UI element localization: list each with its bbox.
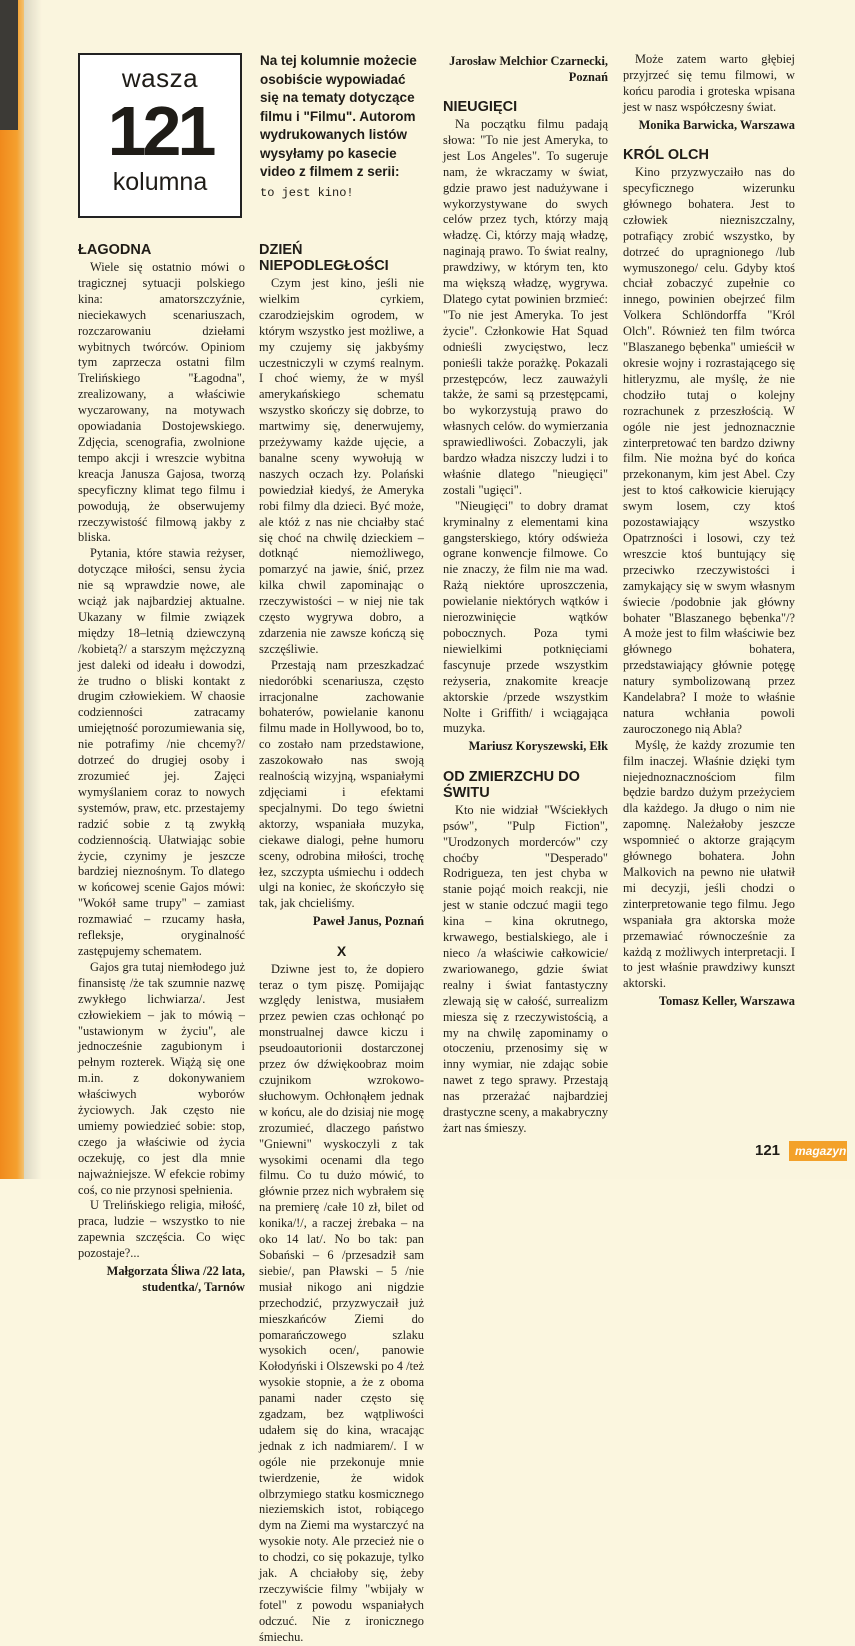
- intro-text: Na tej kolumnie możecie osobiście wypowiadać się na tematy dotyczące filmu i "Filmu". Autorom wydrukowanych listów wysyłamy po kasecie video z filmem z serii:: [260, 53, 417, 179]
- page-number: 121: [755, 1142, 781, 1159]
- letter-paragraph: Wiele się ostatnio mówi o tragicznej sytuacji polskiego kina: amatorszczyźnie, nieciekawych scenariuszach, rozczarowaniu dziełami wybitnych twórców. Opiniom tym zaprzecza ostatni film Trelińskiego "Łagodna", zrealizowany, a właściwie wyczarowany, na motywach opowiadania Dostojewskiego. Zdjęcia, scenografia, zwolnione tempo akcji i wreszcie wybitna kreacja Janusza Gajosa, tworzą specyficzny klimat tego filmu i powodują, że obserwujemy rzeczywistość filmową jakby z bliska.: [78, 260, 245, 545]
- letter-signature: Paweł Janus, Poznań: [312, 914, 424, 929]
- letter-paragraph: Gajos gra tutaj niemłodego już finansistę /że tak szumnie nazwę zwykłego lichwiarza/. Jest człowiekiem – jak to mówią – "ustawionym w życiu", ale jednocześnie zagubionym i pełnym rozterek. Wiążą się one m.in. z dokonywaniem właściwych wyborów życiowych. Jak często nie umiemy powiedzieć sobie: stop, czego ja właściwie od życia oczekuję, co jest dla mnie najważniejsze. W efekcie robimy coś, co nie przynosi spełnienia.: [78, 959, 245, 1197]
- letter-paragraph: Pytania, które stawia reżyser, dotyczące miłości, sensu życia nie są wprawdzie nowe, ale wciąż jak najbardziej aktualne. Ukazany w filmie związek między 18–letnią dziewczyną /kobietą?/ a starszym mężczyzną jest daleki od ideału i dowodzi, że trudno o bliski kontakt z drugim człowiekiem. W chaosie codzienności zatracamy umiejętność porozumiewania się, nie potrafimy /nie chcemy?/ dotrzeć do drugiej osoby i zrozumieć jej. Zajęci wymyślaniem coraz to nowych systemów, praw, etc. przestajemy radzić sobie z tą zwykłą codziennością. Ułatwiając sobie życie, czynimy je jeszcze bardziej nieznośnym. To dlatego w końcowej scenie Gajos mówi: "Wokół same trupy" – zamiast rozmawiać – rzucamy hasła, refleksje, oryginalność zastępujemy schematem.: [78, 546, 245, 958]
- letter-signature: Tomasz Keller, Warszawa: [658, 994, 795, 1009]
- letter-paragraph: Może zatem warto głębiej przyjrzeć się temu filmowi, w końcu parodia i groteska wpisana jest w nasz współczesny świat.: [623, 52, 795, 114]
- column-2: [259, 242, 424, 1646]
- column-4: [623, 52, 795, 1024]
- letter-heading-x: X: [336, 942, 347, 959]
- letter-paragraph: Kto nie widział "Wściekłych psów", "Pulp Fiction", "Urodzonych morderców" czy choćby "Desperado" Rodrigueza, ten jest chyba w stanie pojąć moich reakcji, nie jest w stanie odczuć magii tego kina – kina okrutnego, krwawego, bestialskiego, ale i nieco /a właściwie całkowicie/ zwariowanego, gdzie świat realny i świat fantastyczny zlewają się w całość, surrealizm miesza się z rzeczywistością, a my na chwilę zapominamy o otoczeniu, przenosimy się w inny wymiar, nie zdając sobie nawet z tego sprawy. Przestają nas przerażać najbardziej drastyczne sceny, a makabryczny żart nas śmieszy.: [443, 802, 609, 1135]
- letter-paragraph: U Trelińskiego religia, miłość, praca, ludzie – wszystko to nie zapewnia szczęścia. Co więc pozostaje?...: [78, 1198, 245, 1261]
- letter-heading-zmierzch: OD ZMIERZCHU DO ŚWITU: [443, 768, 580, 801]
- page-spine: [0, 0, 24, 1179]
- logo-word-bottom: kolumna: [112, 168, 208, 196]
- letter-signature: Monika Barwicka, Warszawa: [638, 117, 795, 132]
- column-logo: [78, 53, 242, 218]
- letter-paragraph: Kino przyzwyczaiło nas do specyficznego wizerunku głównego bohatera. Jest to człowiek niezniszczalny, potrafiący zrobić wszystko, by dotrzeć do upragnionego /lub wymuszonego/ celu. Gdyby ktoś chciał zobaczyć zupełnie co innego, powinien obejrzeć film Volkera Schlöndorffa "Król Olch". Również ten film twórca "Blaszanego bębenka" umieścił w okresie wojny i rozrastającego się hitleryzmu, ale myślę, że nie chodziło tutaj o kolejny rozrachunek z przeszłością. W ogóle nie jest jednoznacznie zinterpretować ten bardzo dziwny film. Nie można być do końca przekonanym, kim jest Abel. Czy jest to ktoś całkowicie kierujący swym losem, czy ktoś pozostawiający wszystko Opatrzności i losowi, czy też wreszcie ktoś buntujący się przeciwko rzeczywistości i zamykający się w swym własnym świecie /podobnie jak główny bohater "Blaszanego bębenka"/? A może jest to film właściwie bez głównego bohatera, przedstawiający głównie potęgę natury symbolizowaną przez Kandelabra? I może to właśnie natura wchłania powoli zauroczonego nią Abla?: [623, 165, 795, 736]
- letter-paragraph: Myślę, że każdy zrozumie ten film inaczej. Właśnie dzięki tym niejednoznacznościom film będzie bardzo dużym przeżyciem dla każdego. Ja długo o nim nie zapomnę. Należałoby jeszcze wspomnieć o aktorze grającym głównego bohatera. John Malkovich na pewno nie ułatwił mi decyzji, jeśli chodzi o zinterpretowanie tego filmu. Jego wspaniała gra aktorska może przemawiać równocześnie za każdą z możliwych interpretacji. I to jest właśnie prawdziwy kunszt aktorski.: [623, 737, 795, 991]
- column-3: [443, 52, 608, 1137]
- letter-signature: Jarosław Melchior Czarnecki, Poznań: [449, 54, 608, 84]
- column-intro: [260, 52, 422, 202]
- letter-paragraph: "Nieugięci" to dobry dramat kryminalny z elementami kina gangsterskiego, który odświeża ograne konwencje filmowe. Co nie znaczy, że film nie ma wad. Rażą niektóre uproszczenia, powielanie niektórych wątków i nierozwinięcie wątków pobocznych. Poza tymi niewielkimi potknięciami fascynuje przede wszystkim reżyseria, znakomite kreacje aktorskie /przede wszystkim Nolte i Griffith/ i wciągająca muzyka.: [443, 498, 608, 736]
- intro-series: to jest kino!: [260, 185, 354, 200]
- letter-paragraph: Czym jest kino, jeśli nie wielkim cyrkiem, czarodziejskim ogrodem, w którym wszystko jest możliwe, a my czujemy się jakbyśmy uczestniczyli w czymś realnym. I choć wiemy, że w myśl amerykańskiego schematu wszystko skończy się dobrze, to martwimy się, denerwujemy, przeżywamy każde ujęcie, a banalne sceny wywołują w naszych oczach łzy. Polański powiedział kiedyś, że Ameryka robi filmy dla dzieci. Być może, ale któż z nas nie chciałby stać się choć na chwilę dzieckiem – dotknąć niemożliwego, pomarzyć na jawie, śnić, przez kilka chwil zapominając o rzeczywistości – w niej nie tak często wygrywa dobro, a zdarzenia nie zawsze kończą się szczęśliwie.: [259, 276, 424, 656]
- binding-shadow: [24, 0, 42, 1179]
- letter-heading-lagodna: ŁAGODNA: [78, 242, 152, 258]
- letter-heading-nieugieci: NIEUGIĘCI: [443, 99, 518, 115]
- spine-dark-mark: [0, 0, 18, 130]
- letter-paragraph: Przestają nam przeszkadzać niedoróbki scenariusza, często irracjonalne zachowanie bohaterów, powielanie kanonu filmu made in Hollywood, bo to, co zostało nam przedstawione, zaszokowało nas swoją realnością wizyjną, wspaniałymi zdjęciami i efektami specjalnymi. Do tego świetni aktorzy, wspaniała muzyka, ciekawe dialogi, pełne humoru sceny, odrobina miłości, trochę łez, szczypta uśmiechu i oddech ulgi na koniec, że skończyło się tak, jak chcieliśmy.: [259, 657, 424, 911]
- logo-number: 121: [107, 92, 213, 170]
- letter-paragraph: Na początku filmu padają słowa: "To nie jest Ameryka, to jest Los Angeles". To sugeruje nam, że wkraczamy w świat, gdzie prawo jest nadużywane i wykorzystywane do swych celów przez tych, którzy mają władzę. Ci, którzy mają władzę, naginają prawo. To świat realny, prawdziwy, w którym ten, kto ma większą władzę, wygrywa. Dlatego cytat powinien brzmieć: "To nie jest Ameryka. To jest życie". Członkowie Hat Squad odnieśli zwycięstwo, lecz ponieśli także porażkę. Pokazali przestępców, lecz zauważyli także, że sami są przestępcami, bo wykorzystują prawo do własnych celów. do wymierzania sprawiedliwości. Zobaczyli, jak bardzo władza niszczy ludzi i to właśnie dlatego "nieugięci" zostali "ugięci".: [443, 117, 608, 497]
- column-1: [78, 242, 245, 1295]
- letter-signature: Małgorzata Śliwa /22 lata, studentka/, Tarnów: [106, 1264, 245, 1294]
- letter-heading-krol: KRÓL OLCH: [623, 147, 709, 164]
- letter-signature: Mariusz Koryszewski, Ełk: [468, 739, 608, 754]
- letter-paragraph: Dziwne jest to, że dopiero teraz o tym piszę. Pomijając względy lenistwa, musiałem przez pewien czas ochłonąć po monstrualnej dawce kiczu i pseudoautorionii dostarczonej przez ów dźwiękoobraz moim czujnikom wzrokowo-słuchowym. Ochłonąłem jednak w końcu, ale do dzisiaj nie mogę zrozumieć, dlaczego państwo "Gniewni" wyskoczyli z tak wysokimi ocenami dla tego filmu. Co tu dużo mówić, to głównie przez nich wybrałem się na premierę /całe 10 zł, bilet od konika/!/, a raczej żrebaka – na oko 14 lat/. No bo tak: pan Sobański – 6 /przesadził sam siebie/, pan Pławski – 5 /nie musiał nikogo ani nigdzie przechodzić, przyzwyczaił już mieszkańców Ziemi do pomarańczowego szlaku wysokich ocen/, panowie Kołodyński i Olszewski po 4 /też wysokie stopnie, a że z oboma panami nader często się zgadzam, bez wątpliwości udałem się do kina, wracając jednak z ich nadmiarem/. I w ogóle nie przekonuje mnie twierdzenie, że widok olbrzymiego statku kosmicznego nieziemskich istot, robiącego dym na Ziemi ma wystarczyć na wysokie noty. Ale przecież nie o to chodzi, co się pokazuje, tylko jak. A chciałoby się, żeby rzeczywiście filmy "wbijały w fotel" z powodu wspaniałych odczuć. Nie z ironicznego śmiechu.: [259, 961, 424, 1644]
- letter-heading-dzien: DZIEŃ NIEPODLEGŁOŚCI: [259, 242, 389, 274]
- magazine-brand-tab: magazyn: [789, 1141, 847, 1161]
- logo-word-top: wasza: [121, 63, 199, 93]
